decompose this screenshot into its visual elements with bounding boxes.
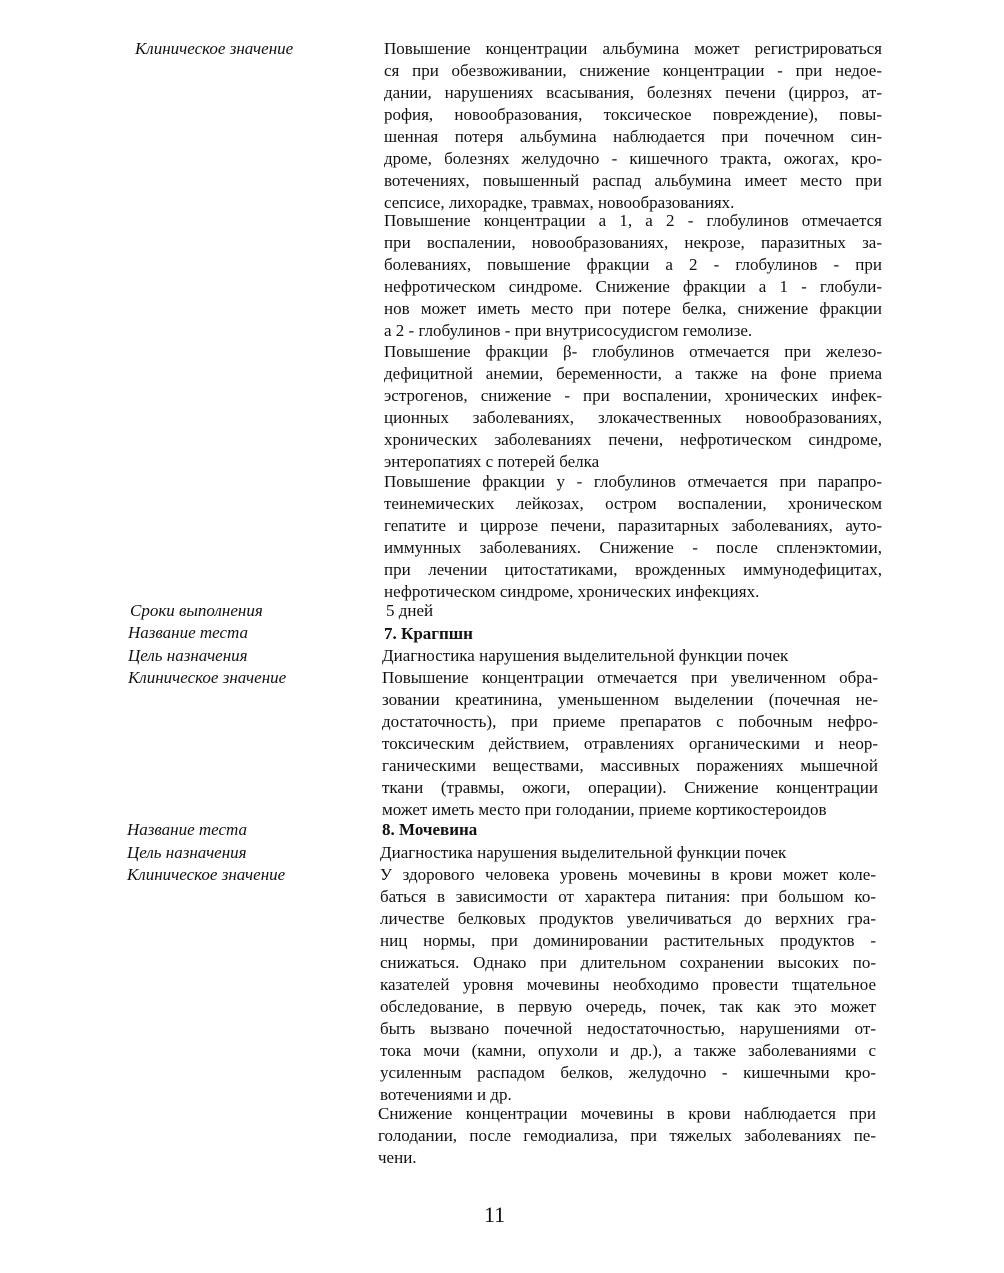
label-purpose-7: Цель назначения (128, 646, 248, 665)
paragraph-alpha-globulins (384, 210, 882, 342)
paragraph-urea-decrease (378, 1103, 876, 1169)
text-line: Повышение концентрации отмечается при увеличенном обра- (382, 668, 878, 687)
text-line: ганическими веществами, массивных поражениях мышечной (382, 756, 878, 775)
text-line: Повышение концентрации а 1, а 2 - глобулинов отмечается (384, 211, 882, 230)
text-line: голодании, после гемодиализа, при тяжелых заболеваниях пе- (378, 1126, 876, 1145)
text-line: зовании креатинина, уменьшенном выделении (почечная не- (382, 690, 878, 709)
text-line: ся при обезвоживании, снижение концентрации - при недое- (384, 61, 882, 80)
text-line: болеваниях, повышение фракции а 2 - глобулинов - при (384, 255, 882, 274)
text-line: энтеропатиях с потерей белка (384, 452, 600, 471)
text-line: нефротическом синдроме, хронических инфекциях. (384, 582, 760, 601)
text-line: обследование, в первую очередь, почек, так как это может (380, 997, 876, 1016)
text-line: Снижение концентрации мочевины в крови наблюдается при (378, 1104, 876, 1123)
text-line: казателей уровня мочевины необходимо провести тщательное (380, 975, 876, 994)
paragraph-creatinine (382, 667, 878, 821)
label-timing: Сроки выполнения (130, 601, 263, 620)
text-line: хронических заболеваниях печени, нефротическом синдроме, (384, 430, 882, 449)
text-line: гепатите и циррозе печени, паразитарных заболеваниях, ауто- (384, 516, 882, 535)
text-line: ниц нормы, при доминировании растительных продуктов - (380, 931, 876, 950)
text-line: дании, нарушениях всасывания, болезнях печени (цирроз, ат- (384, 83, 882, 102)
label-test-name-8: Название теста (127, 820, 248, 839)
text-line: Повышение фракции β- глобулинов отмечается при железо- (384, 342, 882, 361)
text-line: при воспалении, новообразованиях, некрозе, паразитных за- (384, 233, 882, 252)
label-purpose-8: Цель назначения (127, 843, 247, 862)
text-line: личестве белковых продуктов увеличиваться до верхних гра- (380, 909, 876, 928)
text-line: баться в зависимости от характера питания: при большом ко- (380, 887, 876, 906)
text-line: токсическим действием, отравлениях органическими и неор- (382, 734, 878, 753)
text-line: сепсисе, лихорадке, травмах, новообразованиях. (384, 193, 735, 212)
text-line: снижаться. Однако при длительном сохранении высоких по- (380, 953, 876, 972)
label-clinical-8: Клиническое значение (127, 865, 286, 884)
text-line: вотечениях, повышенный распад альбумина имеет место при (384, 171, 882, 190)
text-line: тока мочи (камни, опухоли и др.), а также заболеваниями с (380, 1041, 876, 1060)
paragraph-gamma-globulins (384, 471, 882, 603)
text-line: ционных заболеваниях, злокачественных новообразованиях, (384, 408, 882, 427)
test-8-purpose: Диагностика нарушения выделительной функции почек (380, 843, 787, 862)
text-line: вотечениями и др. (380, 1085, 512, 1104)
text-line: а 2 - глобулинов - при внутрисосудисгом гемолизе. (384, 321, 753, 340)
label-clinical-7: Клиническое значение (128, 668, 287, 687)
text-line: рофия, новообразования, токсическое повреждение), повы- (384, 105, 882, 124)
page-number: 11 (484, 1202, 506, 1227)
text-line: нефротическом синдроме. Снижение фракции а 1 - глобули- (384, 277, 882, 296)
paragraph-urea (380, 864, 876, 1106)
text-line: шенная потеря альбумина наблюдается при почечном син- (384, 127, 882, 146)
text-line: быть вызвано почечной недостаточностью, нарушениями от- (380, 1019, 876, 1038)
text-line: теинемических лейкозах, остром воспалении, хроническом (384, 494, 882, 513)
text-line: Повышение фракции у - глобулинов отмечается при парапро- (384, 472, 882, 491)
paragraph-albumin (384, 38, 882, 214)
label-test-name-7: Название теста (128, 623, 249, 642)
text-line: ткани (травмы, ожоги, операции). Снижение концентрации (382, 778, 878, 797)
test-7-title: 7. Крагпшн (384, 624, 473, 643)
text-line: может иметь место при голодании, приеме кортикостероидов (382, 800, 827, 819)
text-line: усиленным распадом белков, желудочно - кишечными кро- (380, 1063, 876, 1082)
test-7-purpose: Диагностика нарушения выделительной функции почек (382, 646, 789, 665)
text-line: дроме, болезнях желудочно - кишечного тракта, ожогах, кро- (384, 149, 882, 168)
text-line: при лечении цитостатиками, врожденных иммунодефицитах, (384, 560, 882, 579)
test-8-title: 8. Мочевина (382, 820, 478, 839)
text-line: Повышение концентрации альбумина может регистрироваться (384, 39, 882, 58)
text-line: достаточность), при приеме препаратов с побочным нефро- (382, 712, 878, 731)
timing-value: 5 дней (386, 601, 434, 620)
text-line: чени. (378, 1148, 417, 1167)
text-line: иммунных заболеваниях. Снижение - после спленэктомии, (384, 538, 882, 557)
label-clinical-1: Клиническое значение (135, 39, 294, 58)
text-line: эстрогенов, снижение - при воспалении, хронических инфек- (384, 386, 882, 405)
text-line: У здорового человека уровень мочевины в крови может коле- (380, 865, 876, 884)
paragraph-beta-globulins (384, 341, 882, 473)
text-line: дефицитной анемии, беременности, а также на фоне приема (384, 364, 882, 383)
text-line: нов может иметь место при потере белка, снижение фракции (384, 299, 882, 318)
